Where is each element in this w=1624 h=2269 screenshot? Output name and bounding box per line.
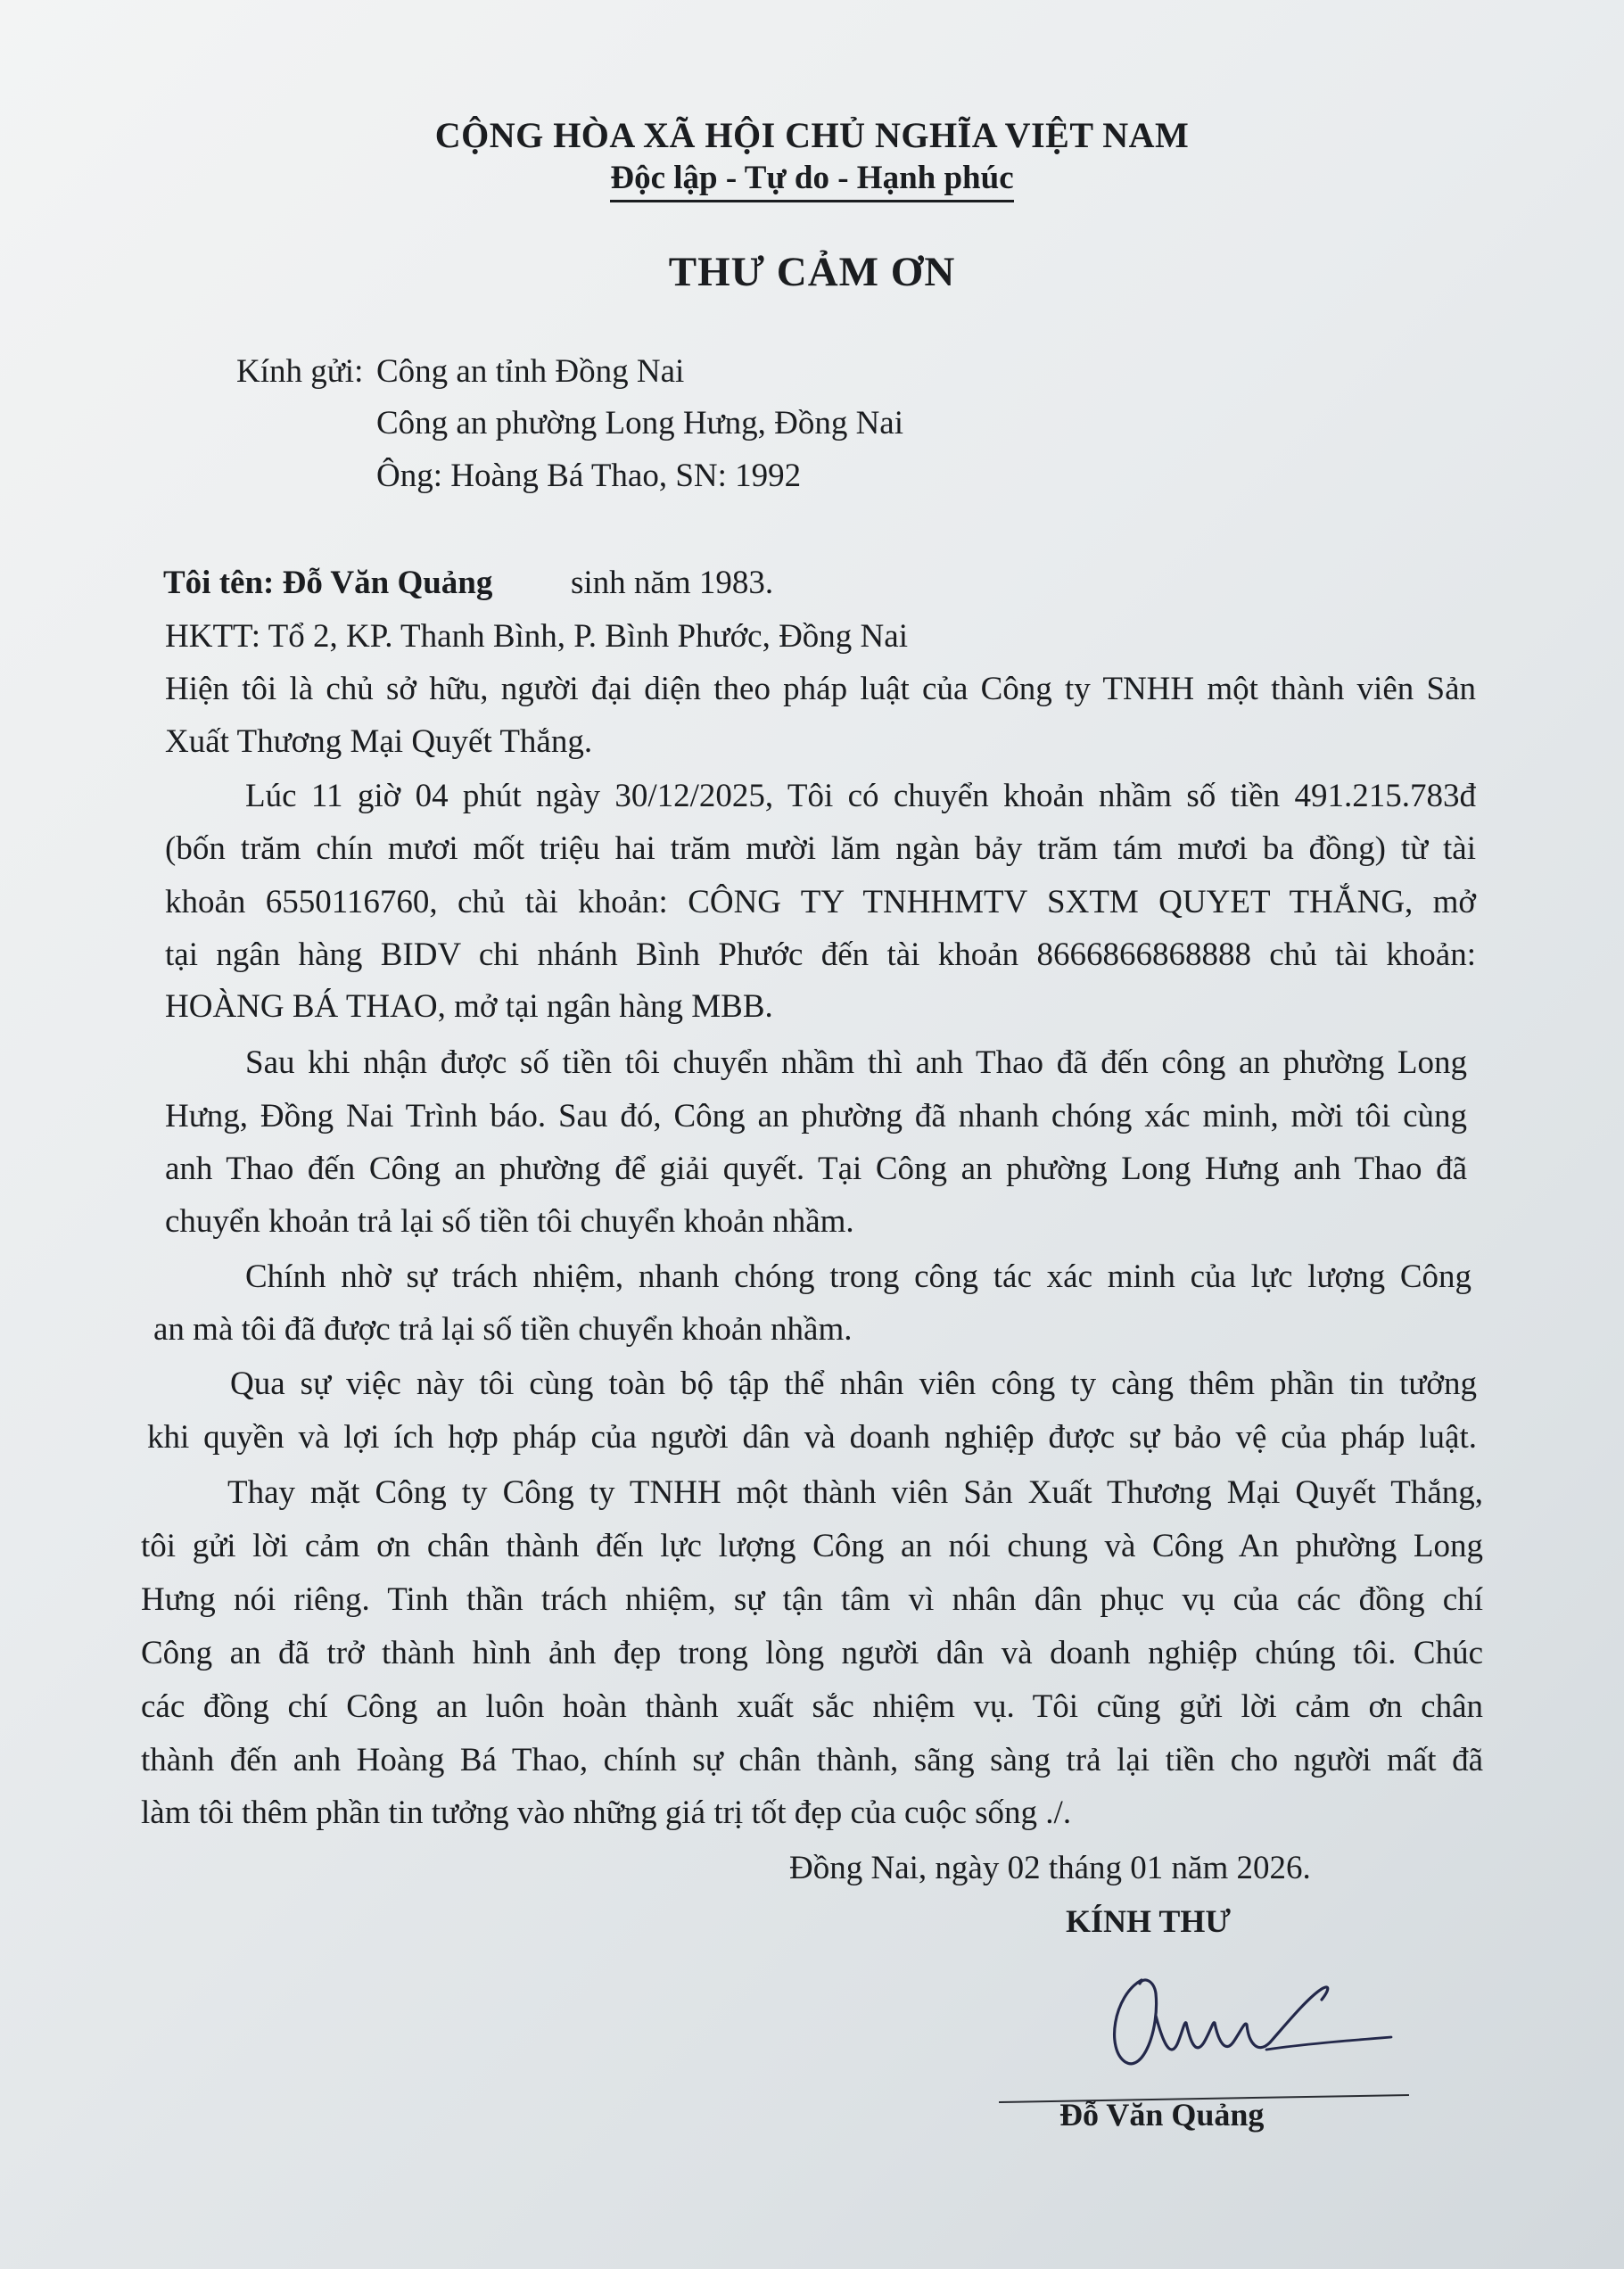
body-line: Hưng nói riêng. Tinh thần trách nhiệm, sự tận tâm vì nhân dân phục vụ của các đồng chí — [141, 1581, 1483, 1618]
national-motto — [0, 159, 1624, 197]
body-line: an mà tôi đã được trả lại số tiền chuyển khoản nhầm. — [153, 1311, 853, 1348]
body-line: Công an đã trở thành hình ảnh đẹp trong lòng người dân và doanh nghiệp chúng tôi. Chúc — [141, 1635, 1483, 1671]
body-line: HOÀNG BÁ THAO, mở tại ngân hàng MBB. — [165, 988, 773, 1025]
body-line: Lúc 11 giờ 04 phút ngày 30/12/2025, Tôi có chuyển khoản nhầm số tiền 491.215.783đ — [245, 778, 1476, 814]
recipient-line: Công an tỉnh Đồng Nai — [376, 353, 685, 390]
recipient-line: Ông: Hoàng Bá Thao, SN: 1992 — [376, 458, 802, 494]
body-line: tại ngân hàng BIDV chi nhánh Bình Phước đến tài khoản 8666866868888 chủ tài khoản: — [165, 936, 1476, 973]
body-line: Chính nhờ sự trách nhiệm, nhanh chóng trong công tác xác minh của lực lượng Công — [245, 1258, 1471, 1295]
body-line: Thay mặt Công ty Công ty TNHH một thành viên Sản Xuất Thương Mại Quyết Thắng, — [227, 1474, 1483, 1511]
body-line: khoản 6550116760, chủ tài khoản: CÔNG TY TNHHMTV SXTM QUYET THẮNG, mở — [165, 884, 1476, 920]
sender-address: HKTT: Tổ 2, KP. Thanh Bình, P. Bình Phước, Đồng Nai — [165, 618, 908, 655]
body-line: Sau khi nhận được số tiền tôi chuyển nhầm thì anh Thao đã đến công an phường Long — [245, 1044, 1467, 1081]
closing-regards: KÍNH THƯ — [1066, 1903, 1232, 1939]
sender-role: Xuất Thương Mại Quyết Thắng. — [165, 723, 593, 760]
letter-title: THƯ CẢM ƠN — [668, 249, 956, 295]
national-title: CỘNG HÒA XÃ HỘI CHỦ NGHĨA VIỆT NAM — [434, 115, 1190, 155]
motto-text: Độc lập - Tự do - Hạnh phúc — [610, 160, 1013, 202]
sender-name: Tôi tên: Đỗ Văn Quảng — [163, 565, 493, 601]
body-line: khi quyền và lợi ích hợp pháp của người dân và doanh nghiệp được sự bảo vệ của pháp luật. — [147, 1419, 1477, 1456]
body-line: (bốn trăm chín mươi mốt triệu hai trăm mười lăm ngàn bảy trăm tám mươi ba đồng) từ tài — [165, 830, 1476, 867]
body-line: Qua sự việc này tôi cùng toàn bộ tập thể nhân viên công ty càng thêm phần tin tưởng — [230, 1366, 1477, 1402]
body-line: Hưng, Đồng Nai Trình báo. Sau đó, Công an phường đã nhanh chóng xác minh, mời tôi cùng — [165, 1098, 1467, 1134]
body-line: anh Thao đến Công an phường để giải quyết. Tại Công an phường Long Hưng anh Thao đã — [165, 1151, 1467, 1187]
body-line: làm tôi thêm phần tin tưởng vào những giá trị tốt đẹp của cuộc sống ./. — [141, 1795, 1072, 1831]
sender-birth: sinh năm 1983. — [571, 565, 774, 601]
place-date: Đồng Nai, ngày 02 tháng 01 năm 2026. — [789, 1850, 1311, 1886]
body-line: tôi gửi lời cảm ơn chân thành đến lực lượng Công an nói chung và Công An phường Long — [141, 1528, 1483, 1564]
body-line: các đồng chí Công an luôn hoàn thành xuất sắc nhiệm vụ. Tôi cũng gửi lời cảm ơn chân — [141, 1688, 1483, 1725]
recipient-label: Kính gửi: — [236, 353, 364, 390]
body-line: thành đến anh Hoàng Bá Thao, chính sự chân thành, sãng sàng trả lại tiền cho người mất đã — [141, 1742, 1483, 1778]
signer-name: Đỗ Văn Quảng — [1059, 2097, 1265, 2133]
body-line: chuyển khoản trả lại số tiền tôi chuyển khoản nhầm. — [165, 1203, 854, 1240]
recipient-line: Công an phường Long Hưng, Đồng Nai — [376, 405, 903, 441]
sender-role: Hiện tôi là chủ sở hữu, người đại diện theo pháp luật của Công ty TNHH một thành viên Sản — [165, 671, 1476, 707]
handwritten-signature — [1088, 1944, 1409, 2078]
